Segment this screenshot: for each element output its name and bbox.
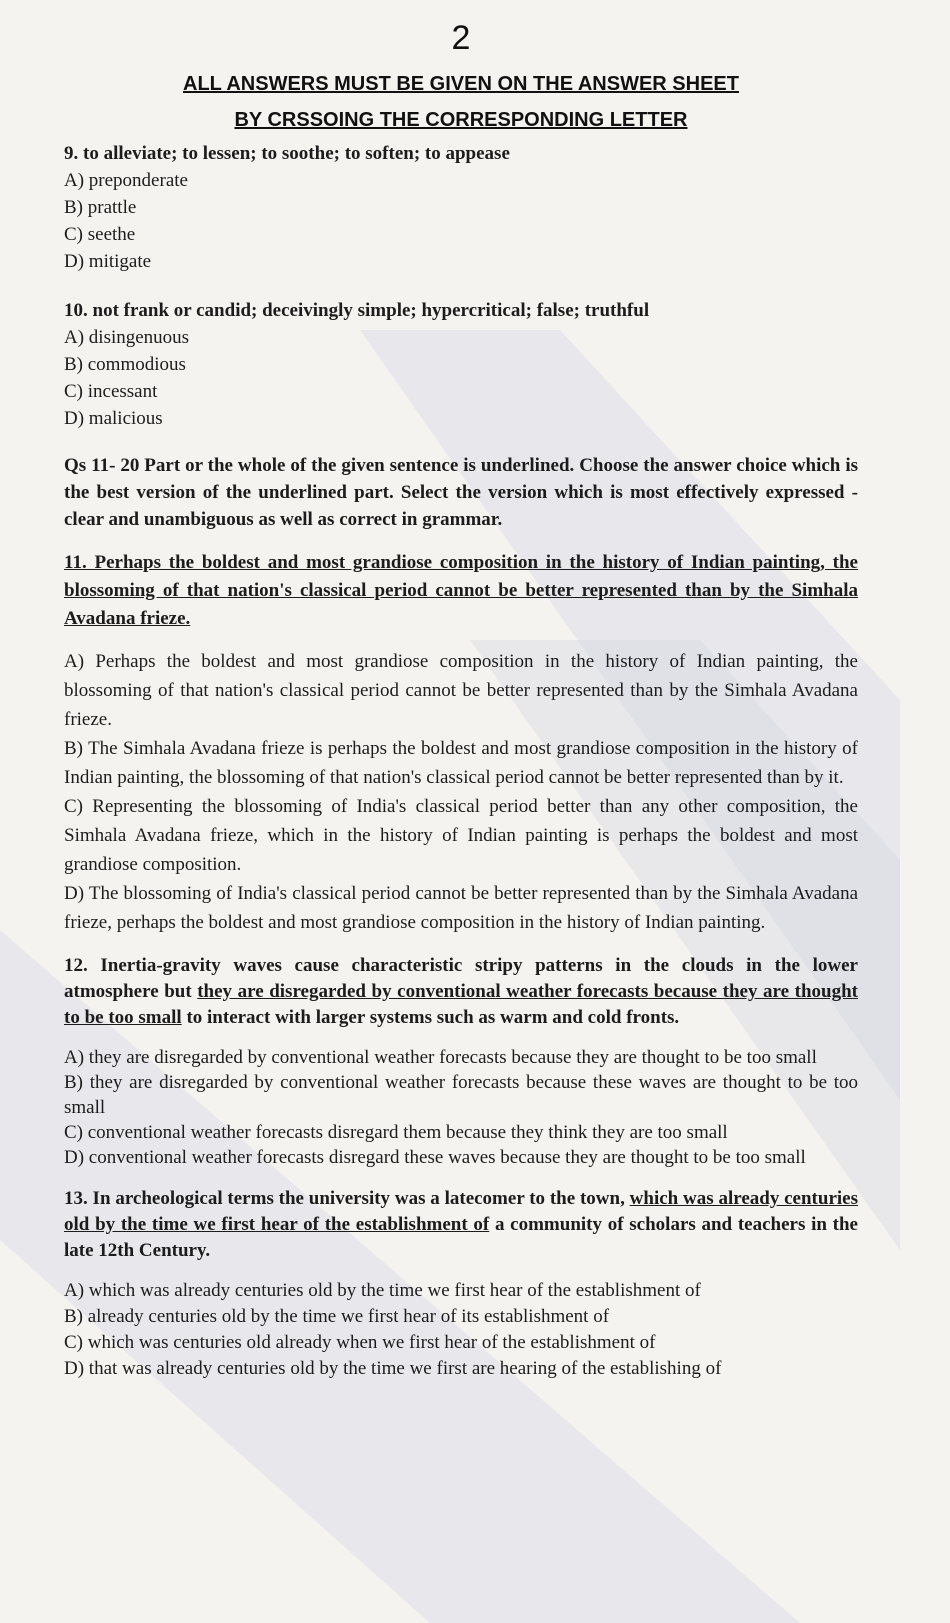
spacer bbox=[64, 1031, 858, 1045]
q13-option-c: C) which was centuries old already when we first hear of the establishment of bbox=[64, 1332, 656, 1353]
instructions-11-20: Qs 11- 20 Part or the whole of the given sentence is underlined. Choose the answer choice which is the best version of the underlined part. Select the version which is most effectively expressed - clear and unambiguous as well as correct in grammar. bbox=[64, 455, 858, 530]
q9-option-a: A) preponderate bbox=[64, 170, 188, 191]
q11-option-b: B) The Simhala Avadana frieze is perhaps the boldest and most grandiose composition in the history of Indian painting, the blossoming of that nation's classical period cannot be better represented than by it. bbox=[64, 738, 858, 788]
question-12-stem bbox=[64, 953, 858, 1031]
question-12 bbox=[64, 953, 858, 1170]
question-11-stem: 11. Perhaps the boldest and most grandiose composition in the history of Indian painting, the blossoming of that nation's classical period cannot be better represented than by the Simhala Avadana frieze. bbox=[64, 552, 858, 629]
page-number: 2 bbox=[451, 19, 471, 57]
q12-option-d: D) conventional weather forecasts disregard these waves because they are thought to be too small bbox=[64, 1147, 806, 1168]
q10-option-a: A) disingenuous bbox=[64, 327, 190, 348]
q12-option-a: A) they are disregarded by conventional weather forecasts because they are thought to be too small bbox=[64, 1047, 817, 1068]
spacer bbox=[64, 432, 858, 452]
q10-option-b: B) commodious bbox=[64, 354, 186, 375]
q10-option-c: C) incessant bbox=[64, 381, 158, 402]
q9-option-b: B) prattle bbox=[64, 197, 137, 218]
q13-stem-before: 13. In archeological terms the university was a latecomer to the town, bbox=[64, 1188, 630, 1209]
question-13 bbox=[64, 1186, 858, 1382]
q11-option-c: C) Representing the blossoming of India's classical period better than any other composition, the Simhala Avadana frieze, which in the history of Indian painting is perhaps the boldest and most grandiose composition. bbox=[64, 796, 858, 875]
page-content bbox=[64, 18, 858, 1382]
question-13-stem bbox=[64, 1186, 858, 1264]
header-line-2: BY CRSSOING THE CORRESPONDING LETTER bbox=[234, 109, 688, 131]
question-10 bbox=[64, 297, 858, 432]
q12-stem-after: to interact with larger systems such as warm and cold fronts. bbox=[181, 1007, 680, 1028]
q13-stem-underlined: which was already centuries old by the time we first hear of the establishment of bbox=[64, 1188, 858, 1235]
q12-stem-before: 12. Inertia-gravity waves cause characteristic stripy patterns in the clouds in the lower atmosphere but bbox=[64, 955, 858, 1002]
question-10-stem: 10. not frank or candid; deceivingly simple; hypercritical; false; truthful bbox=[64, 300, 650, 321]
spacer bbox=[64, 937, 858, 951]
q13-option-b: B) already centuries old by the time we first hear of its establishment of bbox=[64, 1306, 610, 1327]
q13-option-d: D) that was already centuries old by the time we first are hearing of the establishing of bbox=[64, 1358, 722, 1379]
spacer bbox=[64, 275, 858, 295]
q10-option-d: D) malicious bbox=[64, 408, 163, 429]
q12-stem-underlined: they are disregarded by conventional weather forecasts because they are thought to be too small bbox=[64, 981, 858, 1028]
q13-option-a: A) which was already centuries old by the time we first hear of the establishment of bbox=[64, 1280, 701, 1301]
spacer bbox=[64, 1170, 858, 1184]
spacer bbox=[64, 533, 858, 547]
spacer bbox=[64, 633, 858, 647]
spacer bbox=[64, 1264, 858, 1278]
q9-option-d: D) mitigate bbox=[64, 251, 152, 272]
q11-option-a: A) Perhaps the boldest and most grandiose composition in the history of Indian painting, the blossoming of that nation's classical period cannot be better represented than by the Simhala Avadana frieze. bbox=[64, 651, 858, 730]
q11-option-d: D) The blossoming of India's classical period cannot be better represented than by the Simhala Avadana frieze, perhaps the boldest and most grandiose composition in the history of Indian painting. bbox=[64, 883, 858, 933]
q12-option-b: B) they are disregarded by conventional weather forecasts because these waves are thought to be too small bbox=[64, 1072, 858, 1118]
question-9 bbox=[64, 140, 858, 275]
question-9-stem: 9. to alleviate; to lessen; to soothe; to soften; to appease bbox=[64, 143, 510, 164]
q12-option-c: C) conventional weather forecasts disregard them because they think they are too small bbox=[64, 1122, 728, 1143]
header-line-1: ALL ANSWERS MUST BE GIVEN ON THE ANSWER SHEET bbox=[183, 73, 739, 95]
q9-option-c: C) seethe bbox=[64, 224, 136, 245]
question-11 bbox=[64, 549, 858, 937]
q13-stem-after: a community of scholars and teachers in the late 12th Century. bbox=[64, 1214, 858, 1261]
